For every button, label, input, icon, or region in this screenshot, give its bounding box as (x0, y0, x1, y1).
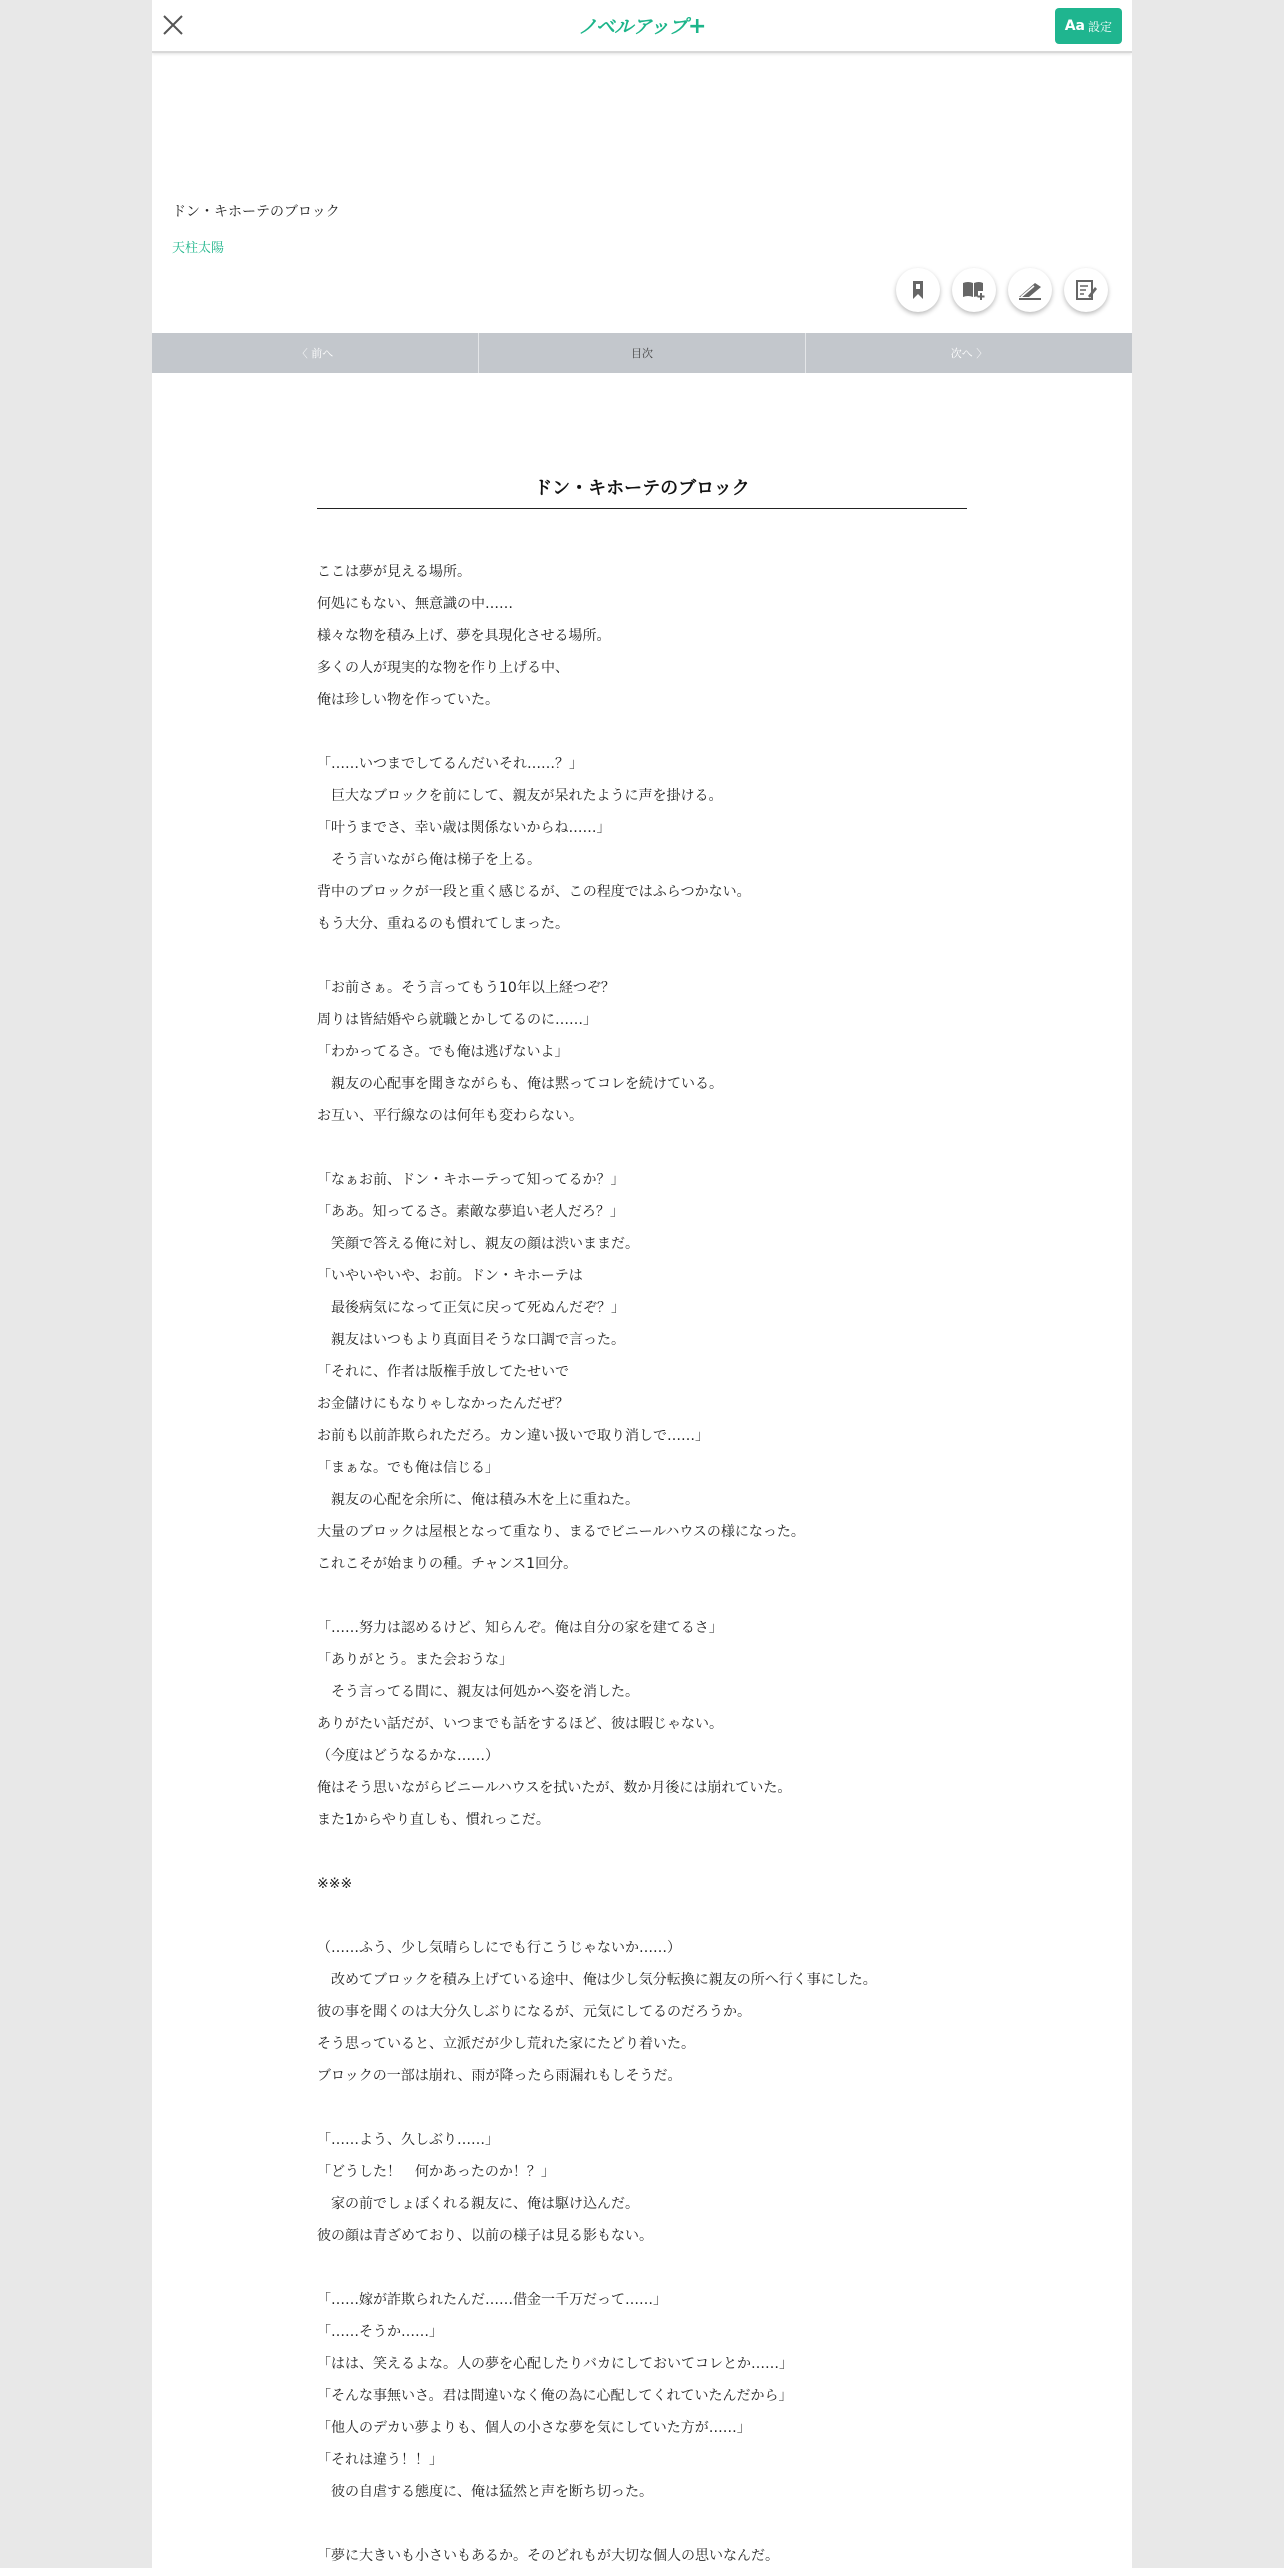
text-line: 彼の顔は青ざめており、以前の様子は見る影もない。 (317, 2228, 653, 2244)
blank-line (317, 2508, 997, 2540)
text-line: 親友の心配事を聞きながらも、俺は黙ってコレを続けている。 (317, 1076, 723, 1092)
text-line: そう言いながら俺は梯子を上る。 (317, 852, 541, 868)
text-line: 「はは、笑えるよな。人の夢を心配したりバカにしておいてコレとか……」 (317, 2356, 793, 2372)
text-line: 大量のブロックは屋根となって重なり、まるでビニールハウスの様になった。 (317, 1524, 805, 1540)
text-line: 「他人のデカい夢よりも、個人の小さな夢を気にしていた方が……」 (317, 2420, 751, 2436)
blank-line (317, 716, 997, 748)
bookmark-button[interactable] (896, 268, 940, 312)
text-line: 「それは違う！！」 (317, 2452, 443, 2468)
next-episode-button[interactable]: 次へ 〉 (950, 347, 988, 360)
blank-line (317, 1836, 997, 1868)
text-line: 笑顔で答える俺に対し、親友の顔は渋いままだ。 (317, 1236, 639, 1252)
add-to-library-icon (961, 279, 987, 301)
episode-navigation (152, 333, 1132, 373)
text-line: ブロックの一部は崩れ、雨が降ったら雨漏れもしそうだ。 (317, 2068, 682, 2084)
text-line: 「ありがとう。また会おうな」 (317, 1652, 513, 1668)
text-line: （今度はどうなるかな……） (317, 1748, 499, 1764)
title-divider (317, 508, 967, 509)
text-line: 周りは皆結婚やら就職とかしてるのに……」 (317, 1012, 597, 1028)
blank-line (317, 1580, 997, 1612)
text-line: 「……いつまでしてるんだいそれ……？」 (317, 756, 583, 772)
text-line: 「……努力は認めるけど、知らんぞ。俺は自分の家を建てるさ」 (317, 1620, 723, 1636)
text-line: 「そんな事無いさ。君は間違いなく俺の為に心配してくれていたんだから」 (317, 2388, 793, 2404)
text-line: 親友はいつもより真面目そうな口調で言った。 (317, 1332, 625, 1348)
cheer-icon (1017, 279, 1043, 301)
top-bar (152, 0, 1132, 53)
text-line: 「まぁな。でも俺は信じる」 (317, 1460, 499, 1476)
text-line: 多くの人が現実的な物を作り上げる中、 (317, 660, 569, 676)
logo-plus: + (687, 14, 706, 39)
text-line: 「叶うまでさ、幸い歳は関係ないからね……」 (317, 820, 611, 836)
site-logo[interactable] (578, 12, 706, 39)
blank-line (317, 2092, 997, 2124)
blank-line (317, 1132, 997, 1164)
previous-episode-button[interactable]: 〈 前へ (296, 347, 334, 360)
text-line: 「いやいやいや、お前。ドン・キホーテは (317, 1268, 583, 1284)
text-line: そう思っていると、立派だが少し荒れた家にたどり着いた。 (317, 2036, 695, 2052)
text-line: 「なぁお前、ドン・キホーテって知ってるか？」 (317, 1172, 625, 1188)
author-link[interactable]: 天柱太陽 (172, 241, 225, 256)
text-line: 俺は珍しい物を作っていた。 (317, 692, 499, 708)
text-line: 何処にもない、無意識の中…… (317, 596, 513, 612)
close-icon (161, 13, 185, 37)
display-settings-button[interactable] (1055, 8, 1122, 44)
logo-text: ノベルアップ (578, 16, 687, 38)
cheer-button[interactable] (1008, 268, 1052, 312)
blank-line (317, 2252, 997, 2284)
text-line: 「わかってるさ。でも俺は逃げないよ」 (317, 1044, 569, 1060)
text-line: 背中のブロックが一段と重く感じるが、この程度ではふらつかない。 (317, 884, 751, 900)
text-line: 「それに、作者は版権手放してたせいで (317, 1364, 569, 1380)
blank-line (317, 1900, 997, 1932)
review-icon (1074, 278, 1098, 302)
text-line: また1からやり直しも、慣れっこだ。 (317, 1812, 550, 1828)
bookmark-icon (907, 279, 929, 301)
font-size-icon: Aa (1064, 18, 1085, 34)
text-line: お前も以前詐欺られただろ。カン違い扱いで取り消しで……」 (317, 1428, 709, 1444)
text-line: 俺はそう思いながらビニールハウスを拭いたが、数か月後には崩れていた。 (317, 1780, 792, 1796)
text-line: お金儲けにもなりゃしなかったんだぜ？ (317, 1396, 569, 1412)
text-line: （……ふう、少し気晴らしにでも行こうじゃないか……） (317, 1940, 681, 1956)
chapter-title: ドン・キホーテのブロック (534, 478, 750, 499)
text-line: 「……よう、久しぶり……」 (317, 2132, 499, 2148)
text-line: 様々な物を積み上げ、夢を具現化させる場所。 (317, 628, 611, 644)
text-line: ありがたい話だが、いつまでも話をするほど、彼は暇じゃない。 (317, 1716, 723, 1732)
action-toolbar (896, 268, 1108, 312)
add-to-library-button[interactable] (952, 268, 996, 312)
text-line: 「夢に大きいも小さいもあるか。そのどれもが大切な個人の思いなんだ。 (317, 2548, 779, 2564)
text-line: これこそが始まりの種。チャンス1回分。 (317, 1556, 578, 1572)
blank-line (317, 940, 997, 972)
text-line: 巨大なブロックを前にして、親友が呆れたように声を掛ける。 (317, 788, 723, 804)
text-line: ここは夢が見える場所。 (317, 564, 471, 580)
text-line: もう大分、重ねるのも慣れてしまった。 (317, 916, 569, 932)
text-line: そう言ってる間に、親友は何処かへ姿を消した。 (317, 1684, 639, 1700)
text-line: 「どうした！ 何かあったのか！？」 (317, 2164, 555, 2180)
text-line: 家の前でしょぼくれる親友に、俺は駆け込んだ。 (317, 2196, 639, 2212)
text-line: 彼の事を聞くのは大分久しぶりになるが、元気にしてるのだろうか。 (317, 2004, 751, 2020)
text-line: 「ああ。知ってるさ。素敵な夢追い老人だろ？」 (317, 1204, 624, 1220)
text-line: 改めてブロックを積み上げている途中、俺は少し気分転換に親友の所へ行く事にした。 (317, 1972, 877, 1988)
text-line: ※※※ (317, 1876, 353, 1892)
text-line: お互い、平行線なのは何年も変わらない。 (317, 1108, 583, 1124)
text-line: 彼の自虐する態度に、俺は猛然と声を断ち切った。 (317, 2484, 653, 2500)
text-line: 「……嫁が詐欺られたんだ……借金一千万だって……」 (317, 2292, 667, 2308)
review-button[interactable] (1064, 268, 1108, 312)
text-line: 親友の心配を余所に、俺は積み木を上に重ねた。 (317, 1492, 639, 1508)
novel-title: ドン・キホーテのブロック (172, 204, 340, 220)
chapter-body (317, 556, 997, 2568)
text-line: 「……そうか……」 (317, 2324, 443, 2340)
table-of-contents-button[interactable]: 目次 (478, 333, 806, 373)
settings-label: 設定 (1087, 19, 1112, 34)
text-line: 「お前さぁ。そう言ってもう10年以上経つぞ？ (317, 980, 615, 996)
text-line: 最後病気になって正気に戻って死ぬんだぞ？」 (317, 1300, 625, 1316)
close-button[interactable] (158, 10, 188, 40)
reader-page (152, 0, 1132, 2568)
